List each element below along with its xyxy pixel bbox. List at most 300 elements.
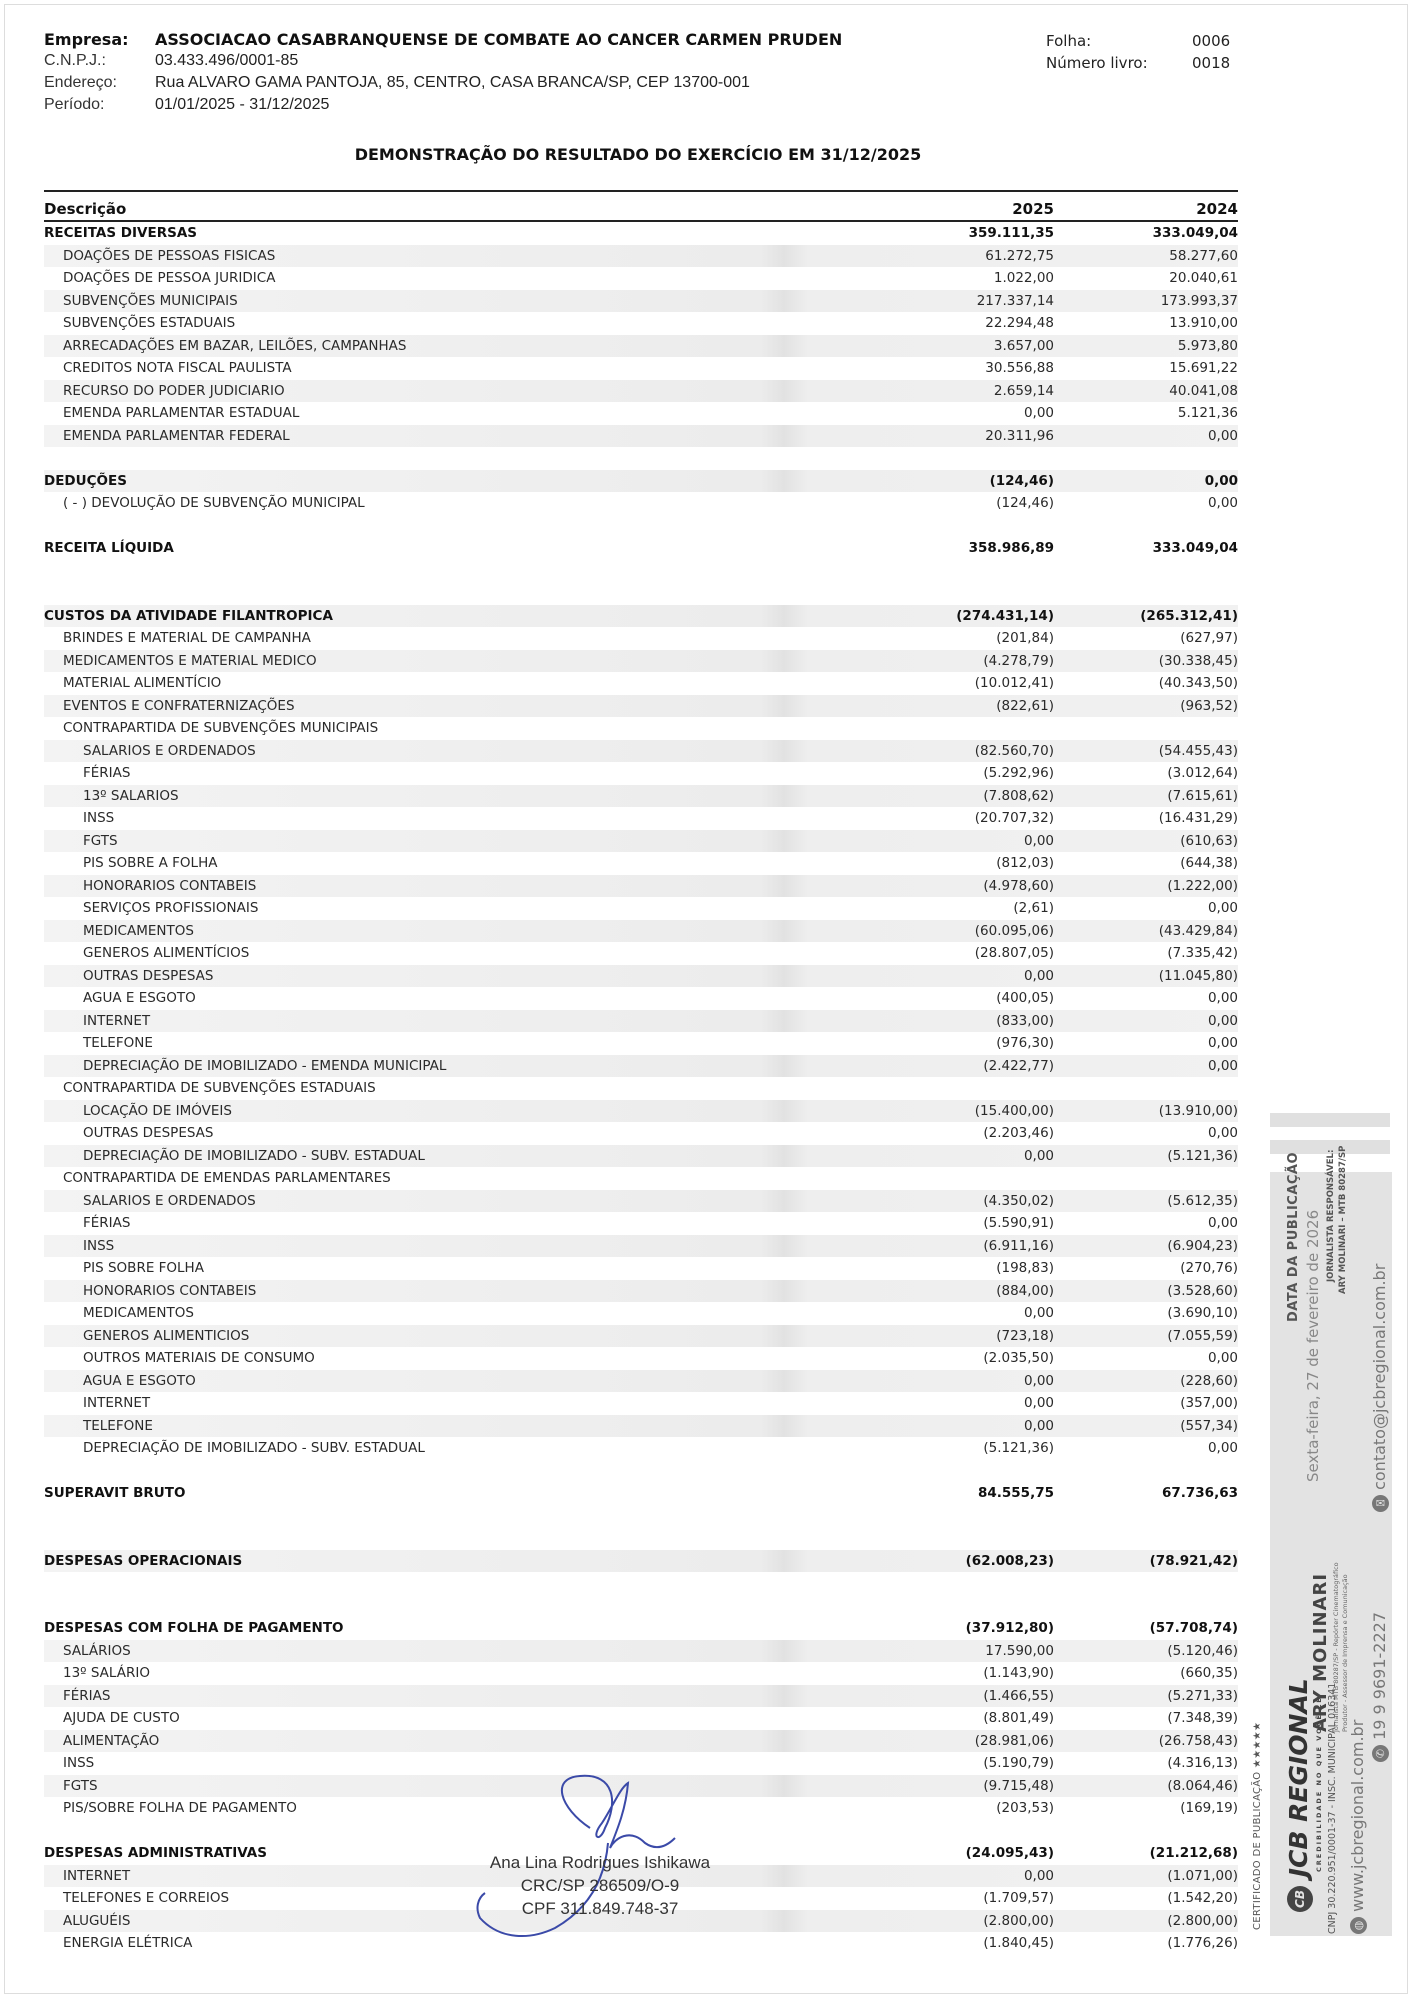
table-row (44, 875, 1238, 898)
book-info (1046, 30, 1230, 74)
table-row (44, 267, 1238, 290)
accountant-crc: CRC/SP 286509/O-9 (520, 1876, 680, 1895)
globe-icon: ◍ (1350, 1917, 1367, 1934)
row-description: ARRECADAÇÕES EM BAZAR, LEILÕES, CAMPANHAS (63, 337, 407, 354)
spacer-row (44, 560, 1238, 583)
row-description: OUTROS MATERIAIS DE CONSUMO (83, 1350, 315, 1366)
row-description: CUSTOS DA ATIVIDADE FILANTROPICA (44, 607, 333, 624)
value-2025: (1.840,45) (983, 1935, 1054, 1951)
table-row (44, 1077, 1238, 1100)
phone-icon: ✆ (1372, 1745, 1389, 1762)
value-2025: (884,00) (996, 1282, 1054, 1299)
value-2025: (15.400,00) (974, 1102, 1054, 1119)
spacer-row (44, 1595, 1238, 1618)
row-description: MATERIAL ALIMENTÍCIO (63, 675, 222, 691)
table-row (44, 1010, 1238, 1033)
table-row (44, 1730, 1238, 1753)
value-2024: (1.222,00) (1167, 877, 1238, 894)
value-2024: 20.040,61 (1169, 270, 1238, 286)
website-text: www.jcbregional.com.br (1348, 1719, 1367, 1912)
row-description: GENEROS ALIMENTÍCIOS (83, 945, 250, 961)
value-2024: 0,00 (1207, 1012, 1238, 1029)
value-2024: (8.064,46) (1167, 1777, 1238, 1794)
value-2024: (4.316,13) (1167, 1755, 1238, 1771)
value-2025: (822,61) (996, 697, 1054, 714)
sheet-number: 0006 (1192, 32, 1231, 50)
row-description: INSS (83, 810, 115, 826)
header-company-row (44, 28, 842, 50)
table-row (44, 650, 1238, 673)
row-description: SALARIOS E ORDENADOS (83, 1192, 256, 1209)
row-description: OUTRAS DESPESAS (83, 967, 214, 984)
value-2025: 0,00 (1023, 405, 1054, 421)
row-description: CONTRAPARTIDA DE SUBVENÇÕES MUNICIPAIS (63, 720, 379, 736)
table-row (44, 717, 1238, 740)
company-header (44, 28, 842, 116)
row-description: ALUGUÉIS (63, 1912, 131, 1929)
brand-logo-icon: CB (1287, 1886, 1313, 1912)
value-2024: (5.120,46) (1167, 1642, 1238, 1659)
row-description: BRINDES E MATERIAL DE CAMPANHA (63, 630, 311, 646)
table-row (44, 1370, 1238, 1393)
row-description: ALIMENTAÇÃO (63, 1732, 160, 1749)
table-row (44, 312, 1238, 335)
email-text: contato@jcbregional.com.br (1370, 1263, 1389, 1490)
header-label: Endereço: (44, 74, 117, 91)
row-description: TELEFONE (83, 1417, 153, 1434)
spacer-row (44, 1527, 1238, 1550)
table-body (44, 222, 1238, 1955)
value-2024: 333.049,04 (1152, 225, 1238, 241)
value-2025: (2.203,46) (983, 1125, 1054, 1141)
row-description: AGUA E ESGOTO (83, 990, 196, 1006)
row-description: CONTRAPARTIDA DE SUBVENÇÕES ESTADUAIS (63, 1080, 376, 1096)
value-2024: 0,00 (1207, 900, 1238, 916)
value-2024: 0,00 (1207, 1035, 1238, 1051)
table-row (44, 1212, 1238, 1235)
section-total-row (44, 222, 1238, 245)
value-2024: (7.335,42) (1167, 945, 1238, 961)
header-label: Empresa: (44, 29, 129, 49)
value-2024: (3.528,60) (1167, 1282, 1238, 1299)
spacer-row (44, 1460, 1238, 1483)
value-2025: (4.350,02) (983, 1192, 1054, 1209)
value-2024: (265.312,41) (1140, 607, 1238, 624)
table-row (44, 1167, 1238, 1190)
table-row (44, 942, 1238, 965)
value-2024: (11.045,80) (1158, 967, 1238, 984)
row-description: EVENTOS E CONFRATERNIZAÇÕES (63, 697, 295, 714)
row-description: EMENDA PARLAMENTAR ESTADUAL (63, 405, 300, 421)
income-statement-table (44, 190, 1238, 1955)
value-2024: 67.736,63 (1161, 1485, 1238, 1501)
phone-text: 19 9 9691-2227 (1370, 1611, 1389, 1740)
value-2025: (124,46) (996, 495, 1054, 511)
value-2025: (4.978,60) (983, 877, 1054, 894)
value-2025: (1.466,55) (983, 1687, 1054, 1704)
value-2024: (6.904,23) (1167, 1237, 1238, 1254)
value-2024: (963,52) (1180, 697, 1238, 714)
email-icon: ✉ (1372, 1495, 1389, 1512)
value-2025: (400,05) (996, 990, 1054, 1006)
company-cnpj: 03.433.496/0001-85 (155, 52, 299, 69)
table-row (44, 1415, 1238, 1438)
value-2024: 0,00 (1207, 495, 1238, 511)
row-description: SERVIÇOS PROFISSIONAIS (83, 900, 259, 916)
table-row (44, 1280, 1238, 1303)
value-2025: (2,61) (1013, 900, 1054, 916)
brand-slogan: CREDIBILIDADE NO QUE VOCÊ LÊ (1315, 1696, 1323, 1872)
value-2025: 1.022,00 (993, 270, 1054, 286)
row-description: FGTS (83, 832, 118, 849)
signer-line1: Jornalista MTB 80287/SP - Repórter Cinematográfico (1332, 1562, 1340, 1732)
value-2024: (357,00) (1180, 1395, 1238, 1411)
accountant-signature (440, 1768, 760, 1938)
publication-stamp (1270, 1145, 1392, 1936)
header-cnpj-row (44, 50, 842, 72)
row-description: RECEITA LÍQUIDA (44, 540, 174, 556)
table-row (44, 1302, 1238, 1325)
value-2025: (82.560,70) (974, 742, 1054, 759)
value-2024: (13.910,00) (1158, 1102, 1238, 1119)
signer-brand: ARY MOLINARI (1310, 1572, 1331, 1732)
value-2025: (198,83) (996, 1260, 1054, 1276)
spacer-row (44, 1572, 1238, 1595)
value-2024: 0,00 (1207, 427, 1238, 444)
value-2024: (5.271,33) (1167, 1687, 1238, 1704)
table-row (44, 1122, 1238, 1145)
value-2025: (5.121,36) (983, 1440, 1054, 1456)
value-2025: (4.278,79) (983, 652, 1054, 669)
value-2025: 61.272,75 (985, 247, 1054, 264)
value-2025: (5.292,96) (983, 765, 1054, 781)
value-2024: (7.615,61) (1167, 787, 1238, 804)
value-2024: (40.343,50) (1158, 675, 1238, 691)
value-2025: (8.801,49) (983, 1710, 1054, 1726)
value-2025: (124,46) (989, 472, 1054, 489)
value-2025: 0,00 (1023, 1417, 1054, 1434)
value-2025: (201,84) (996, 630, 1054, 646)
row-description: EMENDA PARLAMENTAR FEDERAL (63, 427, 290, 444)
value-2024: (78.921,42) (1149, 1552, 1238, 1569)
row-description: FÉRIAS (83, 1215, 131, 1231)
table-row (44, 1235, 1238, 1258)
value-2024: 173.993,37 (1160, 292, 1238, 309)
value-2025: 359.111,35 (968, 225, 1054, 241)
value-2024: (557,34) (1180, 1417, 1238, 1434)
row-description: PIS/SOBRE FOLHA DE PAGAMENTO (63, 1800, 297, 1816)
table-row (44, 1257, 1238, 1280)
value-2025: 3.657,00 (993, 337, 1054, 354)
row-description: SUPERAVIT BRUTO (44, 1485, 186, 1501)
row-description: FÉRIAS (83, 765, 131, 781)
row-description: FÉRIAS (63, 1687, 111, 1704)
value-2024: (5.121,36) (1167, 1147, 1238, 1164)
book-row (1046, 52, 1230, 74)
value-2025: 0,00 (1023, 832, 1054, 849)
row-description: 13º SALARIOS (83, 787, 179, 804)
section-total-row (44, 605, 1238, 628)
table-row (44, 1707, 1238, 1730)
section-total-row (44, 1482, 1238, 1505)
value-2024: (7.055,59) (1167, 1327, 1238, 1344)
stamp-website (1348, 1720, 1367, 1934)
value-2024: (26.758,43) (1158, 1732, 1238, 1749)
row-description: INSS (63, 1755, 95, 1771)
value-2025: (2.422,77) (983, 1057, 1054, 1074)
value-2024: (43.429,84) (1158, 922, 1238, 939)
column-header-2025: 2025 (1012, 200, 1054, 218)
value-2025: (37.912,80) (965, 1620, 1054, 1636)
table-row (44, 1325, 1238, 1348)
signer-line2: Produtor - Assessor de Imprensa e Comunicação (1341, 1574, 1349, 1732)
publication-date: Sexta-feira, 27 de fevereiro de 2026 (1304, 1209, 1322, 1482)
value-2024: 0,00 (1207, 1350, 1238, 1366)
table-row (44, 830, 1238, 853)
table-row (44, 1437, 1238, 1460)
row-description: LOCAÇÃO DE IMÓVEIS (83, 1102, 232, 1119)
row-description: GENEROS ALIMENTICIOS (83, 1327, 250, 1344)
value-2024: (270,76) (1180, 1260, 1238, 1276)
column-header-description: Descrição (44, 200, 127, 218)
row-description: DESPESAS ADMINISTRATIVAS (44, 1845, 267, 1861)
table-row (44, 1032, 1238, 1055)
table-row (44, 695, 1238, 718)
sheet-row (1046, 30, 1230, 52)
table-row (44, 1347, 1238, 1370)
table-row (44, 1190, 1238, 1213)
value-2024: 0,00 (1207, 1057, 1238, 1074)
value-2025: (28.981,06) (974, 1732, 1054, 1749)
table-row (44, 245, 1238, 268)
value-2025: 20.311,96 (985, 427, 1054, 444)
value-2024: 40.041,08 (1169, 382, 1238, 399)
row-description: INSS (83, 1237, 115, 1254)
section-total-row (44, 470, 1238, 493)
accountant-cpf: CPF 311.849.748-37 (521, 1899, 679, 1918)
header-period-row (44, 94, 842, 116)
spacer-row (44, 1505, 1238, 1528)
row-description: DEPRECIAÇÃO DE IMOBILIZADO - SUBV. ESTADUAL (83, 1147, 425, 1164)
value-2025: (1.709,57) (983, 1890, 1054, 1906)
section-total-row (44, 1550, 1238, 1573)
table-row (44, 425, 1238, 448)
value-2024: 0,00 (1207, 990, 1238, 1006)
row-description: DOAÇÕES DE PESSOA JURIDICA (63, 270, 276, 286)
table-row (44, 290, 1238, 313)
table-row (44, 740, 1238, 763)
value-2025: (274.431,14) (956, 607, 1054, 624)
value-2025: 17.590,00 (985, 1642, 1054, 1659)
row-description: RECEITAS DIVERSAS (44, 225, 197, 241)
table-row (44, 1685, 1238, 1708)
value-2024: (21.212,68) (1149, 1845, 1238, 1861)
value-2024: (54.455,43) (1158, 742, 1238, 759)
row-description: HONORARIOS CONTABEIS (83, 877, 257, 894)
value-2025: 2.659,14 (993, 382, 1054, 399)
value-2024: (228,60) (1180, 1372, 1238, 1389)
table-row (44, 920, 1238, 943)
company-address: Rua ALVARO GAMA PANTOJA, 85, CENTRO, CASA BRANCA/SP, CEP 13700-001 (155, 74, 750, 91)
value-2024: 15.691,22 (1169, 360, 1238, 376)
value-2025: (812,03) (996, 855, 1054, 871)
value-2025: (2.035,50) (983, 1350, 1054, 1366)
row-description: AGUA E ESGOTO (83, 1372, 196, 1389)
header-address-row (44, 72, 842, 94)
value-2025: 358.986,89 (968, 540, 1054, 556)
stamp-phone (1370, 1612, 1389, 1762)
row-description: 13º SALÁRIO (63, 1665, 150, 1681)
journalist-name: ARY MOLINARI – MTB 80287/SP (1338, 1145, 1348, 1294)
value-2024: (7.348,39) (1167, 1710, 1238, 1726)
value-2025: (62.008,23) (965, 1552, 1054, 1569)
table-row (44, 627, 1238, 650)
brand-name (1284, 1678, 1313, 1912)
row-description: DESPESAS OPERACIONAIS (44, 1552, 243, 1569)
row-description: RECURSO DO PODER JUDICIARIO (63, 382, 285, 399)
book-number: 0018 (1192, 54, 1231, 72)
table-row (44, 335, 1238, 358)
row-description: DEPRECIAÇÃO DE IMOBILIZADO - SUBV. ESTADUAL (83, 1440, 425, 1456)
table-row (44, 1640, 1238, 1663)
row-description: SALARIOS E ORDENADOS (83, 742, 256, 759)
value-2024: (644,38) (1180, 855, 1238, 871)
value-2024: (1.776,26) (1167, 1935, 1238, 1951)
spacer-row (44, 447, 1238, 470)
value-2025: (24.095,43) (965, 1845, 1054, 1861)
table-row (44, 357, 1238, 380)
value-2024: 13.910,00 (1169, 315, 1238, 331)
row-description: PIS SOBRE A FOLHA (83, 855, 218, 871)
value-2024: (5.612,35) (1167, 1192, 1238, 1209)
table-row (44, 402, 1238, 425)
value-2024: (3.690,10) (1167, 1305, 1238, 1321)
row-description: OUTRAS DESPESAS (83, 1125, 214, 1141)
value-2025: (5.590,91) (983, 1215, 1054, 1231)
value-2025: (20.707,32) (974, 810, 1054, 826)
table-header (44, 192, 1238, 220)
value-2025: 0,00 (1023, 1867, 1054, 1884)
value-2024: (2.800,00) (1167, 1912, 1238, 1929)
row-description: DOAÇÕES DE PESSOAS FISICAS (63, 247, 276, 264)
value-2025: 0,00 (1023, 967, 1054, 984)
table-row (44, 1392, 1238, 1415)
value-2024: 58.277,60 (1169, 247, 1238, 264)
table-row (44, 1100, 1238, 1123)
value-2025: (1.143,90) (983, 1665, 1054, 1681)
value-2025: 0,00 (1023, 1372, 1054, 1389)
value-2025: 0,00 (1023, 1305, 1054, 1321)
value-2025: (2.800,00) (983, 1912, 1054, 1929)
row-description: FGTS (63, 1777, 98, 1794)
table-row (44, 1145, 1238, 1168)
value-2025: (28.807,05) (974, 945, 1054, 961)
table-row (44, 492, 1238, 515)
row-description: SUBVENÇÕES ESTADUAIS (63, 315, 236, 331)
value-2024: 0,00 (1207, 1440, 1238, 1456)
stamp-heading: DATA DA PUBLICAÇÃO (1286, 1151, 1301, 1322)
accountant-name: Ana Lina Rodrigues Ishikawa (489, 1853, 711, 1872)
table-row (44, 672, 1238, 695)
certificate-label: CERTIFICADO DE PUBLICAÇÃO ★★★★★ (1252, 1721, 1263, 1930)
spacer-row (44, 515, 1238, 538)
company-name: ASSOCIACAO CASABRANQUENSE DE COMBATE AO CANCER CARMEN PRUDEN (155, 29, 843, 49)
value-2024: (57.708,74) (1149, 1620, 1238, 1636)
row-description: CONTRAPARTIDA DE EMENDAS PARLAMENTARES (63, 1170, 391, 1186)
signature-text (440, 1851, 760, 1920)
row-description: DESPESAS COM FOLHA DE PAGAMENTO (44, 1620, 344, 1636)
stamp-bar (1270, 1113, 1390, 1127)
row-description: TELEFONES E CORREIOS (63, 1890, 230, 1906)
row-description: MEDICAMENTOS E MATERIAL MEDICO (63, 652, 317, 669)
value-2024: (169,19) (1180, 1800, 1238, 1816)
value-2024: 0,00 (1204, 472, 1238, 489)
value-2025: (203,53) (996, 1800, 1054, 1816)
company-registration: CNPJ 30.220.951/0001-37 - INSC. MUNICIPAL 016341 (1327, 1682, 1338, 1934)
value-2025: 217.337,14 (976, 292, 1054, 309)
row-description: INTERNET (83, 1395, 151, 1411)
value-2024: (660,35) (1180, 1665, 1238, 1681)
value-2025: (6.911,16) (983, 1237, 1054, 1254)
value-2025: 0,00 (1023, 1395, 1054, 1411)
row-description: ( - ) DEVOLUÇÃO DE SUBVENÇÃO MUNICIPAL (63, 495, 365, 511)
row-description: MEDICAMENTOS (83, 1305, 194, 1321)
document-title: DEMONSTRAÇÃO DO RESULTADO DO EXERCÍCIO EM 31/12/2025 (354, 145, 922, 164)
row-description: DEPRECIAÇÃO DE IMOBILIZADO - EMENDA MUNICIPAL (83, 1057, 447, 1074)
row-description: HONORARIOS CONTABEIS (83, 1282, 257, 1299)
header-label: C.N.P.J.: (44, 52, 106, 69)
value-2025: (7.808,62) (983, 787, 1054, 804)
value-2025: (5.190,79) (983, 1755, 1054, 1771)
value-2025: 30.556,88 (985, 360, 1054, 376)
row-description: INTERNET (83, 1012, 151, 1029)
section-total-row (44, 1617, 1238, 1640)
value-2025: (976,30) (996, 1035, 1054, 1051)
brand-text: JCB REGIONAL (1284, 1678, 1313, 1878)
row-description: AJUDA DE CUSTO (63, 1710, 180, 1726)
value-2024: (1.542,20) (1167, 1890, 1238, 1906)
stamp-email (1370, 1264, 1389, 1512)
journalist-label: JORNALISTA RESPONSÁVEL: (1326, 1149, 1336, 1282)
column-header-2024: 2024 (1196, 200, 1238, 218)
value-2025: 22.294,48 (985, 315, 1054, 331)
table-row (44, 785, 1238, 808)
table-row (44, 852, 1238, 875)
value-2025: 84.555,75 (977, 1485, 1054, 1501)
row-description: SUBVENÇÕES MUNICIPAIS (63, 292, 238, 309)
row-description: PIS SOBRE FOLHA (83, 1260, 204, 1276)
table-row (44, 965, 1238, 988)
value-2024: (627,97) (1180, 630, 1238, 646)
table-row (44, 1055, 1238, 1078)
table-row (44, 897, 1238, 920)
value-2024: (1.071,00) (1167, 1867, 1238, 1884)
value-2024: 5.973,80 (1177, 337, 1238, 354)
value-2025: (833,00) (996, 1012, 1054, 1029)
row-description: ENERGIA ELÉTRICA (63, 1935, 193, 1951)
row-description: INTERNET (63, 1867, 131, 1884)
value-2025: (60.095,06) (974, 922, 1054, 939)
table-row (44, 987, 1238, 1010)
section-total-row (44, 537, 1238, 560)
value-2024: (610,63) (1180, 832, 1238, 849)
header-label: Período: (44, 96, 105, 113)
row-description: TELEFONE (83, 1035, 153, 1051)
spacer-row (44, 582, 1238, 605)
value-2025: (9.715,48) (983, 1777, 1054, 1794)
table-row (44, 1662, 1238, 1685)
table-row (44, 807, 1238, 830)
